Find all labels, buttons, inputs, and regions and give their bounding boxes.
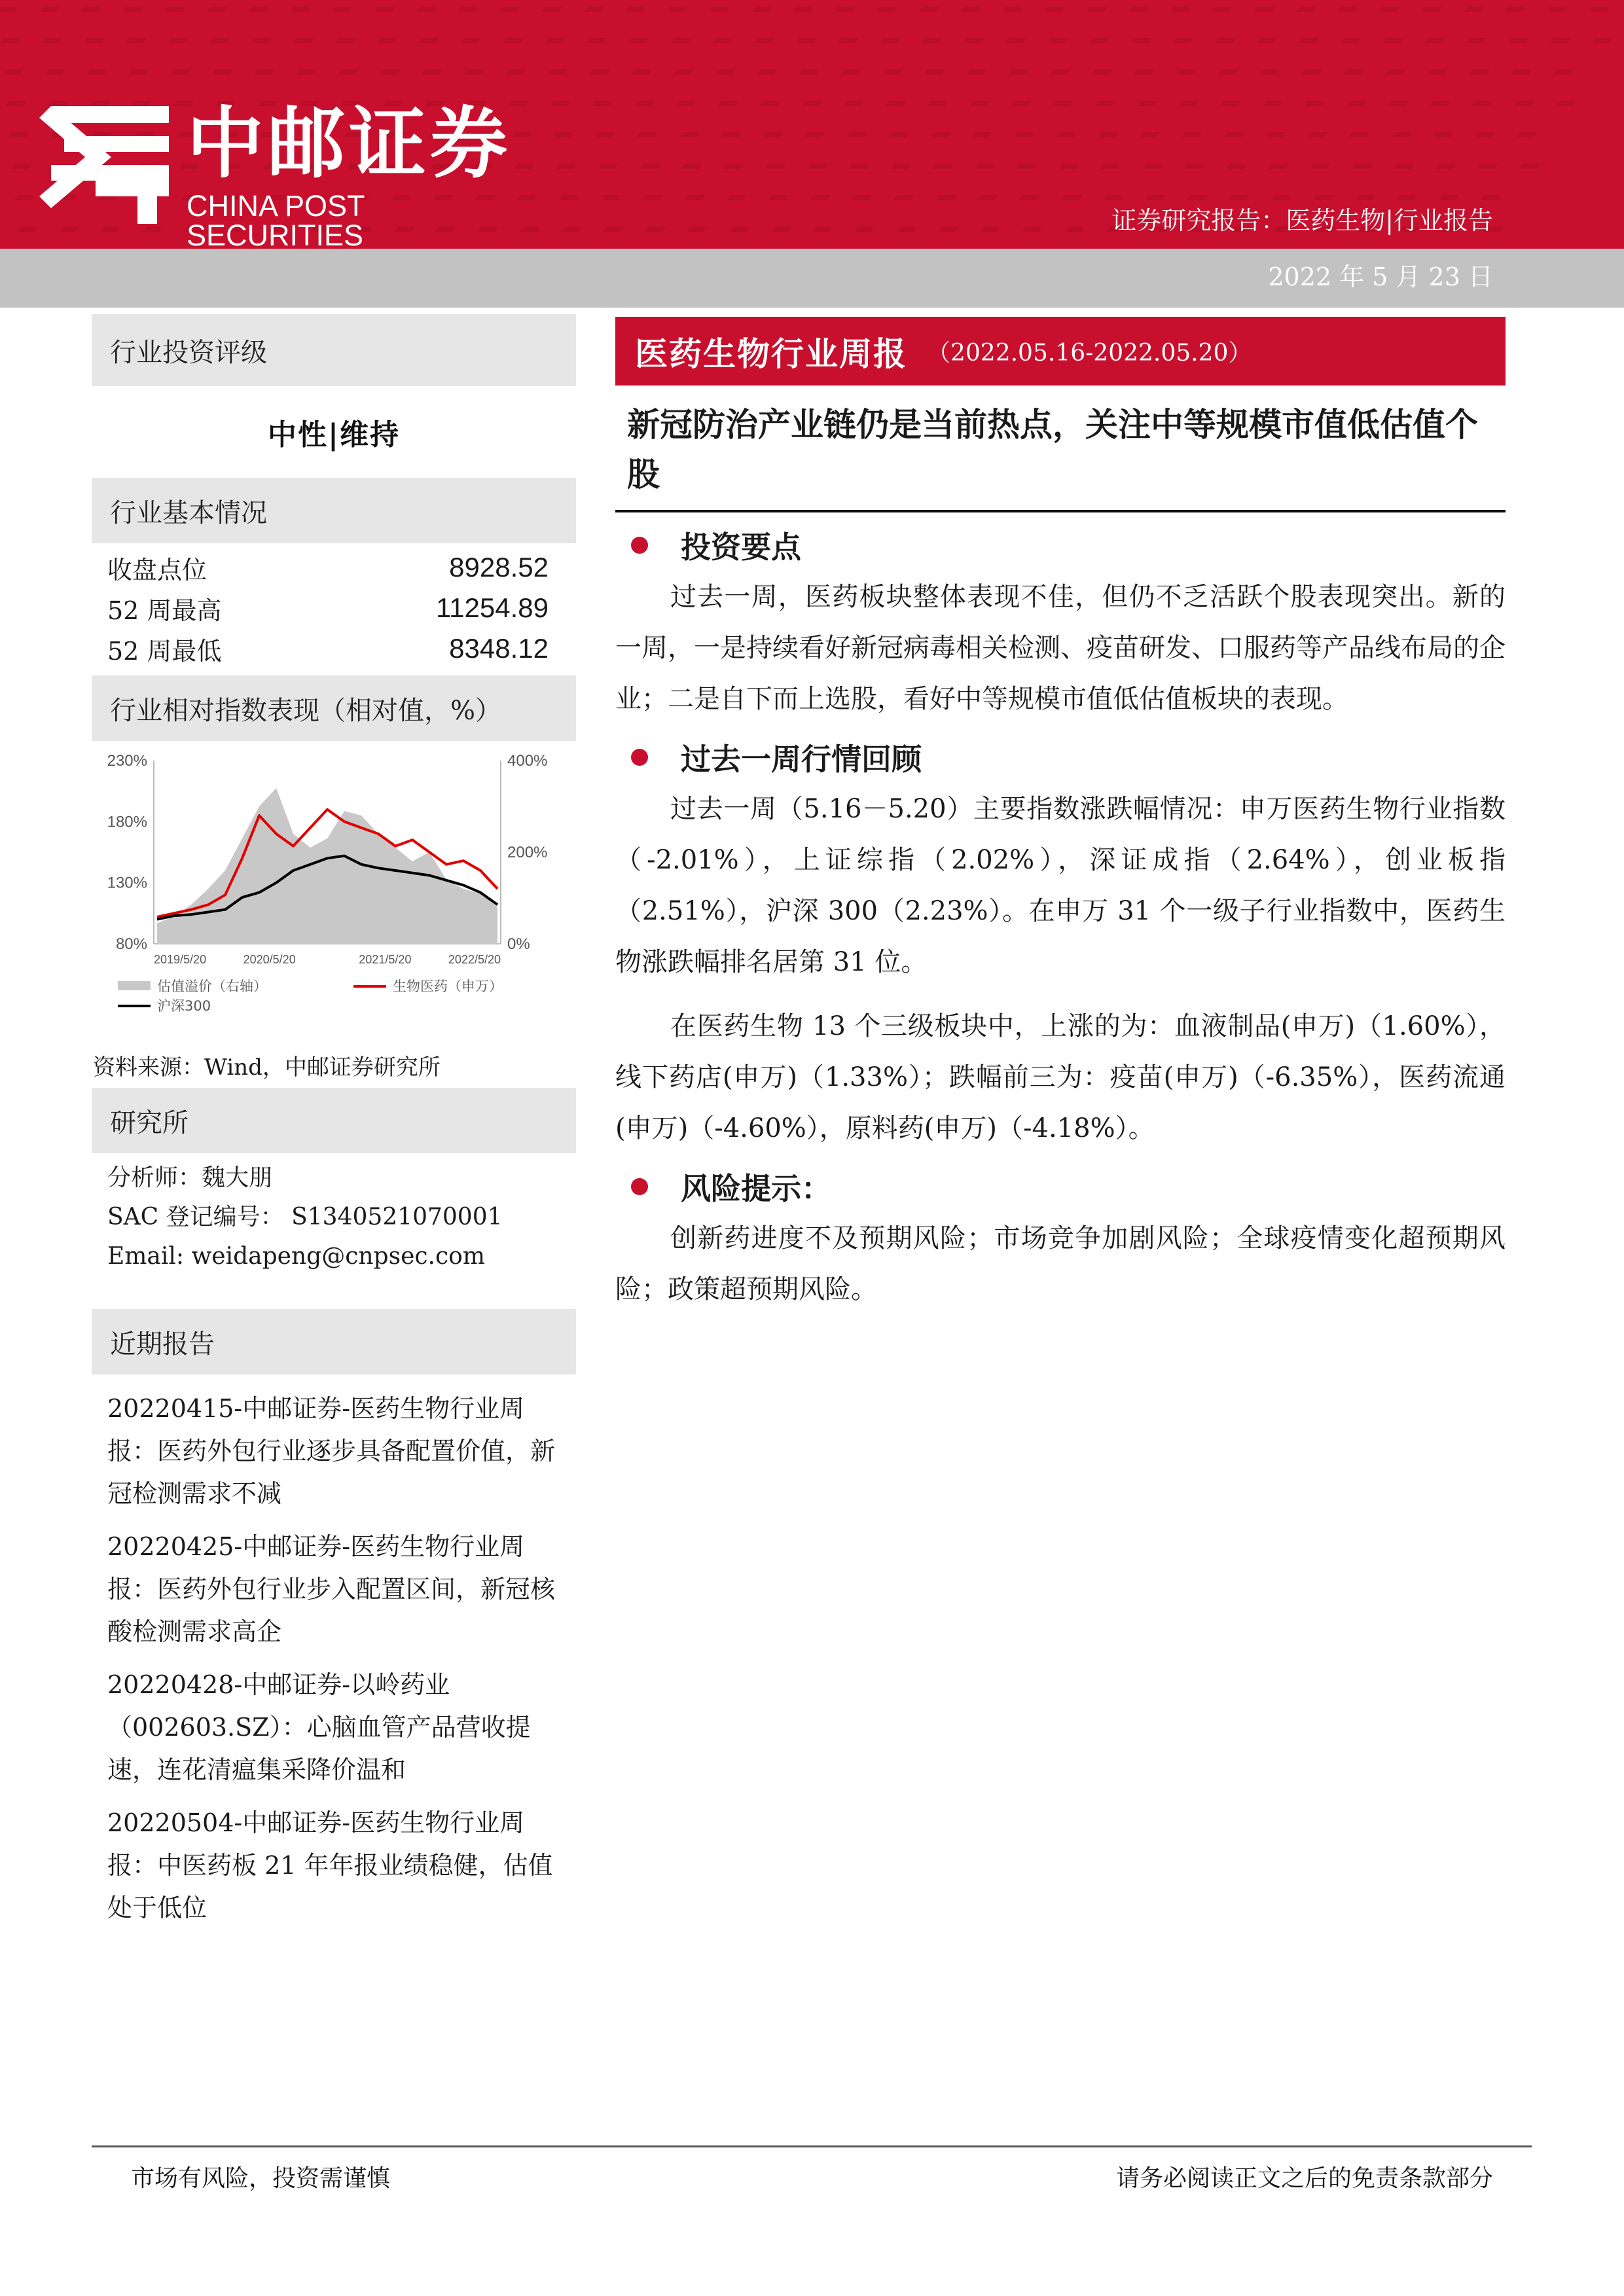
section-investment-points bbox=[615, 519, 1506, 725]
y-tick-label-left: 230% bbox=[107, 752, 147, 770]
section-paragraph: 在医药生物 13 个三级板块中，上涨的为：血液制品(申万)（1.60%），线下药店(申万)（1.33%）；跌幅前三为：疫苗(申万)（-6.35%），医药流通(申万)（-4.60%），原料药(申万)（-4.18%）。 bbox=[615, 1011, 1506, 1143]
footer-disclaimer-note: 请务必阅读正文之后的免责条款部分 bbox=[1115, 2165, 1493, 2192]
legend-swatch bbox=[118, 981, 151, 990]
report-headline: 新冠防治产业链仍是当前热点，关注中等规模市值低估值个股 bbox=[627, 405, 1478, 493]
basic-label: 52 周最高 bbox=[107, 596, 222, 625]
y-tick-label-left: 130% bbox=[107, 874, 147, 892]
recent-report-item[interactable]: 20220425-中邮证券-医药生物行业周报：医药外包行业步入配置区间，新冠核酸检测需求高企 bbox=[107, 1532, 556, 1646]
x-tick-label: 2022/5/20 bbox=[448, 953, 501, 966]
x-tick-label: 2019/5/20 bbox=[154, 953, 207, 966]
research-heading: 研究所 bbox=[92, 1088, 576, 1153]
basic-info-heading: 行业基本情况 bbox=[92, 478, 576, 543]
report-type: 证券研究报告：医药生物|行业报告 bbox=[1111, 206, 1493, 235]
china-post-logo-icon bbox=[39, 92, 177, 229]
chart-svg bbox=[92, 741, 576, 1049]
main-content bbox=[615, 317, 1506, 1315]
basic-row bbox=[92, 547, 576, 588]
basic-value: 11254.89 bbox=[435, 592, 549, 623]
basic-info-table bbox=[92, 543, 576, 669]
sidebar bbox=[92, 314, 576, 1940]
recent-report-item[interactable]: 20220504-中邮证券-医药生物行业周报：中医药板 21 年年报业绩稳健，估值处于低位 bbox=[107, 1808, 553, 1922]
investment-rating: 中性|维持 bbox=[267, 418, 400, 452]
basic-row bbox=[92, 628, 576, 669]
basic-label: 收盘点位 bbox=[107, 555, 208, 584]
chart-heading: 行业相对指数表现（相对值，%） bbox=[92, 675, 576, 741]
rating-heading: 行业投资评级 bbox=[92, 314, 576, 386]
section-heading bbox=[615, 731, 1506, 783]
recent-report-item[interactable]: 20220428-中邮证券-以岭药业（002603.SZ）：心脑血管产品营收提速，连花清瘟集采降价温和 bbox=[107, 1670, 531, 1784]
bullet-icon bbox=[631, 749, 648, 766]
x-tick-label: 2021/5/20 bbox=[359, 953, 412, 966]
chart-source: 资料来源：Wind，中邮证券研究所 bbox=[93, 1054, 441, 1081]
recent-reports-list bbox=[92, 1374, 576, 1929]
analyst-info bbox=[92, 1153, 576, 1276]
section-paragraph: 过去一周，医药板块整体表现不佳，但仍不乏活跃个股表现突出。新的一周，一是持续看好新冠病毒相关检测、疫苗研发、口服药等产品线布局的企业；二是自下而上选股，看好中等规模市值低估值板块的表现。 bbox=[615, 582, 1506, 714]
legend-label: 估值溢价（右轴） bbox=[157, 978, 267, 994]
bullet-icon bbox=[631, 1178, 648, 1195]
footer-risk-note: 市场有风险，投资需谨慎 bbox=[131, 2165, 391, 2192]
logo-chinese-text: 中邮证券 bbox=[187, 98, 512, 188]
section-heading bbox=[615, 519, 1506, 571]
analyst-sac: SAC 登记编号： S1340521070001 bbox=[107, 1204, 503, 1230]
x-tick-label: 2020/5/20 bbox=[243, 953, 296, 966]
analyst-name: 分析师：魏大朋 bbox=[107, 1164, 273, 1191]
legend-label: 生物医药（申万） bbox=[393, 978, 503, 994]
headline-divider bbox=[615, 510, 1506, 512]
report-date: 2022 年 5 月 23 日 bbox=[1268, 262, 1493, 291]
report-title-bar bbox=[615, 317, 1506, 386]
recent-reports-heading: 近期报告 bbox=[92, 1309, 576, 1374]
basic-value: 8348.12 bbox=[449, 633, 549, 664]
basic-row bbox=[92, 588, 576, 628]
section-heading-text: 过去一周行情回顾 bbox=[681, 742, 922, 777]
section-paragraph: 过去一周（5.16－5.20）主要指数涨跌幅情况：申万医药生物行业指数（-2.01%），上证综指（2.02%），深证成指（2.64%），创业板指（2.51%），沪深 300（2.23%）。在申万 31 个一级子行业指数中，医药生物涨跌幅排名居第 31 位。 bbox=[615, 794, 1506, 977]
section-heading-text: 投资要点 bbox=[681, 529, 801, 565]
section-heading bbox=[615, 1160, 1506, 1213]
basic-value: 8928.52 bbox=[449, 552, 549, 583]
section-risk bbox=[615, 1160, 1506, 1315]
logo-english-text: CHINA POST SECURITIES bbox=[187, 189, 365, 249]
basic-label: 52 周最低 bbox=[107, 636, 222, 666]
footer-divider bbox=[92, 2145, 1532, 2147]
y-tick-label-left: 80% bbox=[115, 935, 147, 953]
report-period: （2022.05.16-2022.05.20） bbox=[927, 340, 1252, 367]
report-title: 医药生物行业周报 bbox=[635, 334, 907, 373]
legend-label: 沪深300 bbox=[157, 998, 211, 1014]
series-area-valuation-premium bbox=[157, 788, 497, 944]
header-banner bbox=[0, 0, 1624, 249]
y-tick-label-right: 400% bbox=[507, 752, 548, 770]
company-logo bbox=[39, 92, 537, 249]
y-tick-label-left: 180% bbox=[107, 813, 147, 831]
index-chart bbox=[92, 741, 576, 1049]
y-tick-label-right: 200% bbox=[507, 844, 548, 861]
section-paragraph: 创新药进度不及预期风险；市场竞争加剧风险；全球疫情变化超预期风险；政策超预期风险。 bbox=[615, 1223, 1506, 1304]
analyst-email: Email: weidapeng@cnpsec.com bbox=[107, 1243, 485, 1270]
recent-report-item[interactable]: 20220415-中邮证券-医药生物行业周报：医药外包行业逐步具备配置价值，新冠检测需求不减 bbox=[107, 1394, 556, 1508]
section-heading-text: 风险提示： bbox=[681, 1171, 831, 1206]
section-market-review bbox=[615, 731, 1506, 1154]
y-tick-label-right: 0% bbox=[507, 935, 530, 953]
bullet-icon bbox=[631, 537, 648, 554]
